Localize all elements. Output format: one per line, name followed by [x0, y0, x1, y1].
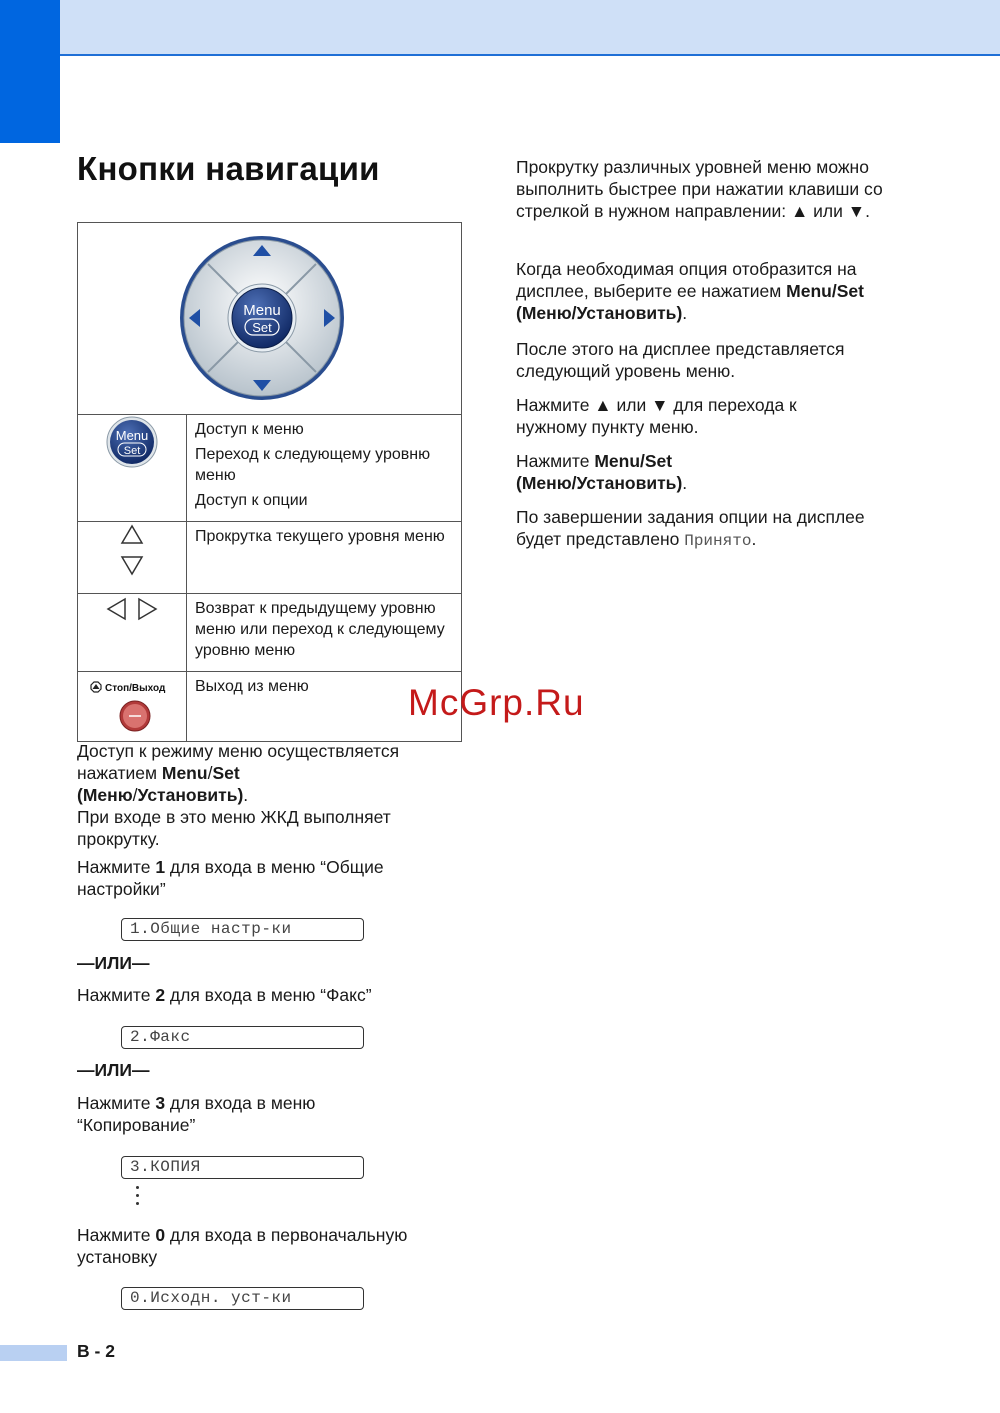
- press-2-paragraph: Нажмите 2 для входа в меню “Факс”: [77, 985, 372, 1005]
- menu-access-paragraph: Доступ к режиму меню осуществляется нажатием Menu/Set (Меню/Установить). При входе в это меню ЖКД выполняет прокрутку.: [77, 741, 400, 849]
- press-1-paragraph: Нажмите 1 для входа в меню “Общие настройки”: [77, 857, 384, 899]
- row-desc: [187, 522, 462, 594]
- menu-set-icon: [105, 415, 159, 469]
- navigation-pad-cell: [78, 223, 462, 415]
- right-paragraph-6: По завершении задания опции на дисплее будет представлено Принято.: [516, 507, 865, 550]
- header-band: [0, 0, 1000, 55]
- stop-exit-cell: [78, 672, 187, 742]
- row-line: Возврат к предыдущему уровню меню или переход к следующему уровню меню: [195, 600, 445, 659]
- menu-set-button-cell: [78, 415, 187, 522]
- stop-label: Стоп/Выход: [105, 683, 166, 694]
- page-title: Кнопки навигации: [77, 150, 380, 187]
- header-rule: [60, 54, 1000, 56]
- right-paragraph-5: Нажмите Menu/Set (Меню/Установить).: [516, 451, 688, 493]
- right-paragraph-3: После этого на дисплее представляется следующий уровень меню.: [516, 339, 845, 381]
- press-3-paragraph: Нажмите 3 для входа в меню “Копирование”: [77, 1093, 316, 1135]
- row-line: Выход из меню: [195, 678, 309, 695]
- ellipsis-dots: [136, 1186, 142, 1210]
- lcd-display: 0.Исходн. уст-ки: [121, 1287, 364, 1310]
- press-0-paragraph: Нажмите 0 для входа в первоначальную установку: [77, 1225, 408, 1267]
- navigation-pad-icon: [78, 223, 461, 409]
- chapter-tab: [0, 0, 60, 143]
- left-right-arrows-icon: [104, 594, 160, 624]
- row-line: Доступ к опции: [195, 492, 308, 509]
- row-desc: [187, 594, 462, 672]
- footer-band: [0, 1345, 67, 1361]
- navigation-keys-table: [77, 222, 462, 742]
- lcd-display: 1.Общие настр-ки: [121, 918, 364, 941]
- lcd-display: 2.Факс: [121, 1026, 364, 1049]
- lcd-display: 3.КОПИЯ: [121, 1156, 364, 1179]
- or-separator: —ИЛИ—: [77, 953, 150, 973]
- svg-text:Set: Set: [252, 320, 272, 335]
- set-icon-text: Set: [123, 445, 141, 457]
- stop-exit-icon: [82, 672, 182, 734]
- right-paragraph-1: Прокрутку различных уровней меню можно выполнить быстрее при нажатии клавиши со стрелкой в нужном направлении: ▲ или ▼.: [516, 157, 883, 221]
- row-desc: [187, 415, 462, 522]
- watermark-text: McGrp.Ru: [408, 682, 585, 723]
- page-number: B - 2: [77, 1341, 115, 1361]
- svg-text:Menu: Menu: [243, 302, 281, 319]
- right-paragraph-2: Когда необходимая опция отобразится на дисплее, выберите ее нажатием Menu/Set (Меню/Установить).: [516, 259, 864, 323]
- row-line: Переход к следующему уровню меню: [195, 446, 431, 484]
- or-separator: —ИЛИ—: [77, 1060, 150, 1080]
- row-line: Прокрутка текущего уровня меню: [195, 528, 445, 545]
- up-down-arrows-cell: [78, 522, 187, 594]
- row-line: Доступ к меню: [195, 421, 304, 438]
- menu-icon-text: Menu: [115, 428, 149, 443]
- left-right-arrows-cell: [78, 594, 187, 672]
- up-down-arrows-icon: [117, 522, 147, 578]
- right-paragraph-4: Нажмите ▲ или ▼ для перехода к нужному пункту меню.: [516, 395, 797, 437]
